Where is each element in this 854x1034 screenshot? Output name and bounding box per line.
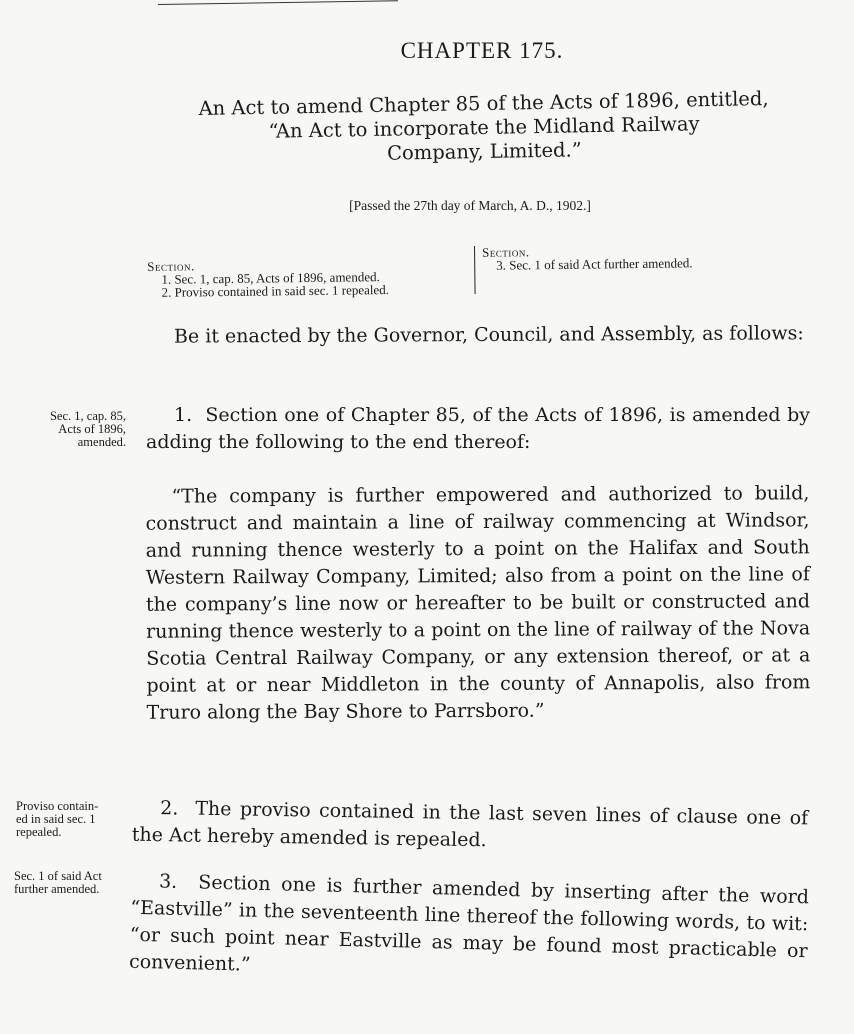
margin-note-line: Proviso contain- [16, 799, 99, 813]
section-index-item [482, 255, 802, 272]
quoted-amendment: “The company is further empowered and authorized to build, construct and maintain a line of railway commencing at Windsor, and running thence westerly to a point on the Halifax and South Western Railway Company, Limited; also from a point on the line of the company’s line now or hereafter to be built or constructed and running thence westerly to a point on the line of railway of the Nova Scotia Central Railway Company, or any extension thereof, or at a point at or near Middleton in the county of Annapolis, also from Truro along the Bay Shore to Parrsboro.” [145, 482, 811, 724]
margin-note-line: ed in said sec. 1 [16, 812, 96, 826]
margin-note-section-1 [26, 410, 126, 449]
margin-note-line: further amended. [14, 882, 100, 896]
chapter-heading: CHAPTER 175. [400, 38, 564, 63]
act-title-line: An Act to amend Chapter 85 of the Acts of 1896, entitled, [198, 87, 769, 120]
margin-note-line: Acts of 1896, [58, 422, 126, 436]
section-index-text: Sec. 1, cap. 85, Acts of 1896, amended. [174, 269, 380, 287]
top-rule [158, 0, 398, 5]
margin-note-line: repealed. [16, 825, 62, 839]
margin-note-line: amended. [77, 435, 126, 449]
passed-date: [Passed the 27th day of March, A. D., 1902.] [349, 198, 591, 213]
section-index-item [147, 282, 472, 299]
section-1 [146, 402, 810, 456]
section-2 [132, 795, 809, 860]
sections-index-left [147, 256, 472, 299]
section-index-num: 1. [161, 271, 172, 287]
margin-note-line: Sec. 1, cap. 85, [49, 409, 126, 423]
section-heading: Section. [481, 244, 530, 260]
section-index-num: 3. [496, 257, 507, 273]
margin-note-section-3 [14, 870, 134, 896]
margin-note-line: Sec. 1 of said Act [14, 869, 102, 883]
sections-index-right [482, 242, 802, 272]
act-title [147, 86, 820, 170]
section-number: 1. [174, 404, 193, 426]
section-text: Section one is further amended by inserting after the word “Eastville” in the seventeenth line thereof the following words, to wit: “or such point near Eastville as may be found most practicable or convenient.” [128, 871, 810, 976]
section-index-text: Proviso contained in said sec. 1 repealed. [174, 282, 390, 300]
sections-index [147, 242, 797, 300]
margin-note-section-2 [16, 800, 126, 839]
section-text: Section one of Chapter 85, of the Acts of 1896, is amended by adding the following to the end thereof: [146, 404, 810, 453]
section-heading: Section. [147, 258, 195, 274]
section-text: The proviso contained in the last seven lines of clause one of the Act hereby amended is repealed. [131, 797, 809, 852]
section-3 [129, 868, 809, 993]
section-index-text: Sec. 1 of said Act further amended. [509, 255, 693, 273]
section-number: 2. [160, 797, 179, 820]
act-title-line: “An Act to incorporate the Midland Railway [268, 112, 700, 143]
section-index-num: 2. [161, 284, 172, 300]
section-number: 3. [158, 870, 178, 893]
enacting-clause: Be it enacted by the Governor, Council, and Assembly, as follows: [173, 322, 804, 348]
act-title-line: Company, Limited.” [386, 138, 582, 165]
sections-divider [474, 246, 476, 294]
